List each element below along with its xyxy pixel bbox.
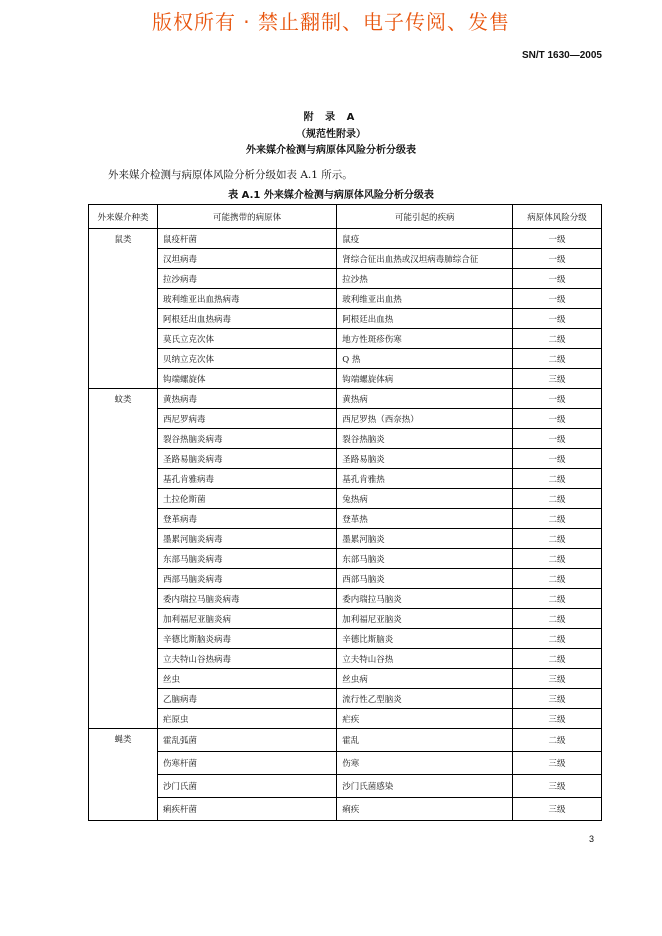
table-row: [89, 669, 602, 689]
risk-level-cell: 二级: [513, 329, 602, 349]
disease-cell: 钩端螺旋体病: [337, 369, 513, 389]
pathogen-cell: 伤寒杆菌: [157, 752, 336, 775]
table-row: [89, 729, 602, 752]
disease-cell: 立夫特山谷热: [337, 649, 513, 669]
pathogen-cell: 委内瑞拉马脑炎病毒: [157, 589, 336, 609]
disease-cell: 圣路易脑炎: [337, 449, 513, 469]
table-row: [89, 309, 602, 329]
pathogen-cell: 辛德比斯脑炎病毒: [157, 629, 336, 649]
disease-cell: 痢疾: [337, 798, 513, 821]
pathogen-cell: 鼠疫杆菌: [157, 229, 336, 249]
pathogen-cell: 西部马脑炎病毒: [157, 569, 336, 589]
risk-level-cell: 一级: [513, 409, 602, 429]
table-row: [89, 449, 602, 469]
disease-cell: Q 热: [337, 349, 513, 369]
table-row: [89, 649, 602, 669]
disease-cell: 地方性斑疹伤寒: [337, 329, 513, 349]
pathogen-cell: 墨累河脑炎病毒: [157, 529, 336, 549]
pathogen-cell: 拉沙病毒: [157, 269, 336, 289]
table-row: [89, 629, 602, 649]
risk-level-cell: 三级: [513, 369, 602, 389]
page-number: 3: [588, 834, 594, 844]
header-pathogen: 可能携带的病原体: [157, 205, 336, 229]
risk-level-cell: 二级: [513, 629, 602, 649]
standard-number: SN/T 1630—2005: [521, 50, 602, 61]
risk-level-cell: 二级: [513, 469, 602, 489]
annex-type: （规范性附录）: [296, 129, 366, 140]
disease-cell: 墨累河脑炎: [337, 529, 513, 549]
risk-level-cell: 一级: [513, 229, 602, 249]
risk-level-cell: 一级: [513, 309, 602, 329]
vector-type-cell: 鼠类: [89, 229, 158, 389]
table-row: [89, 709, 602, 729]
table-row: [89, 329, 602, 349]
pathogen-cell: 阿根廷出血热病毒: [157, 309, 336, 329]
risk-level-cell: 三级: [513, 709, 602, 729]
disease-cell: 兔热病: [337, 489, 513, 509]
disease-cell: 流行性乙型脑炎: [337, 689, 513, 709]
disease-cell: 玻利维亚出血热: [337, 289, 513, 309]
table-row: [89, 752, 602, 775]
risk-level-cell: 二级: [513, 589, 602, 609]
disease-cell: 东部马脑炎: [337, 549, 513, 569]
disease-cell: 西尼罗热（西奈热）: [337, 409, 513, 429]
table-row: [89, 289, 602, 309]
pathogen-cell: 钩端螺旋体: [157, 369, 336, 389]
disease-cell: 裂谷热脑炎: [337, 429, 513, 449]
disease-cell: 沙门氏菌感染: [337, 775, 513, 798]
risk-level-cell: 一级: [513, 269, 602, 289]
risk-level-cell: 一级: [513, 389, 602, 409]
pathogen-cell: 基孔肯雅病毒: [157, 469, 336, 489]
table-row: [89, 369, 602, 389]
table-row: [89, 509, 602, 529]
table-row: [89, 429, 602, 449]
disease-cell: 疟疾: [337, 709, 513, 729]
pathogen-cell: 黄热病毒: [157, 389, 336, 409]
risk-level-cell: 一级: [513, 429, 602, 449]
risk-level-cell: 一级: [513, 249, 602, 269]
header-disease: 可能引起的疾病: [337, 205, 513, 229]
pathogen-cell: 丝虫: [157, 669, 336, 689]
risk-classification-table: [88, 204, 602, 821]
pathogen-cell: 登革病毒: [157, 509, 336, 529]
table-row: [89, 549, 602, 569]
risk-level-cell: 二级: [513, 349, 602, 369]
pathogen-cell: 霍乱弧菌: [157, 729, 336, 752]
disease-cell: 辛德比斯脑炎: [337, 629, 513, 649]
risk-level-cell: 二级: [513, 549, 602, 569]
disease-cell: 黄热病: [337, 389, 513, 409]
pathogen-cell: 疟原虫: [157, 709, 336, 729]
pathogen-cell: 圣路易脑炎病毒: [157, 449, 336, 469]
risk-level-cell: 二级: [513, 489, 602, 509]
vector-type-cell: 蚊类: [89, 389, 158, 729]
pathogen-cell: 莫氏立克次体: [157, 329, 336, 349]
risk-level-cell: 三级: [513, 752, 602, 775]
header-vector: 外来媒介种类: [89, 205, 158, 229]
table-row: [89, 589, 602, 609]
table-title: 表 A.1 外来媒介检测与病原体风险分析分级表: [228, 190, 434, 201]
disease-cell: 伤寒: [337, 752, 513, 775]
risk-level-cell: 三级: [513, 798, 602, 821]
risk-level-cell: 二级: [513, 529, 602, 549]
disease-cell: 鼠疫: [337, 229, 513, 249]
disease-cell: 霍乱: [337, 729, 513, 752]
table-row: [89, 609, 602, 629]
disease-cell: 拉沙热: [337, 269, 513, 289]
pathogen-cell: 东部马脑炎病毒: [157, 549, 336, 569]
risk-level-cell: 二级: [513, 509, 602, 529]
risk-level-cell: 一级: [513, 289, 602, 309]
pathogen-cell: 汉坦病毒: [157, 249, 336, 269]
table-body: [89, 229, 602, 821]
disease-cell: 阿根廷出血热: [337, 309, 513, 329]
risk-level-cell: 二级: [513, 609, 602, 629]
table-row: [89, 569, 602, 589]
table-row: [89, 469, 602, 489]
table-row: [89, 349, 602, 369]
pathogen-cell: 贝纳立克次体: [157, 349, 336, 369]
disease-cell: 西部马脑炎: [337, 569, 513, 589]
disease-cell: 委内瑞拉马脑炎: [337, 589, 513, 609]
vector-type-cell: 蝇类: [89, 729, 158, 821]
risk-level-cell: 三级: [513, 775, 602, 798]
table-row: [89, 689, 602, 709]
pathogen-cell: 西尼罗病毒: [157, 409, 336, 429]
table-row: [89, 409, 602, 429]
pathogen-cell: 立夫特山谷热病毒: [157, 649, 336, 669]
disease-cell: 加利福尼亚脑炎: [337, 609, 513, 629]
risk-level-cell: 三级: [513, 669, 602, 689]
table-row: [89, 249, 602, 269]
table-row: [89, 489, 602, 509]
risk-level-cell: 一级: [513, 449, 602, 469]
pathogen-cell: 加利福尼亚脑炎病: [157, 609, 336, 629]
risk-level-cell: 二级: [513, 649, 602, 669]
disease-cell: 基孔肯雅热: [337, 469, 513, 489]
disease-cell: 肾综合征出血热或汉坦病毒肺综合征: [337, 249, 513, 269]
table-row: [89, 389, 602, 409]
intro-paragraph: 外来媒介检测与病原体风险分析分级如表 A.1 所示。: [108, 169, 353, 181]
disease-cell: 丝虫病: [337, 669, 513, 689]
disease-cell: 登革热: [337, 509, 513, 529]
pathogen-cell: 裂谷热脑炎病毒: [157, 429, 336, 449]
pathogen-cell: 土拉伦斯菌: [157, 489, 336, 509]
annex-name: 外来媒介检测与病原体风险分析分级表: [246, 145, 416, 156]
annex-title: 附 录 A: [303, 112, 359, 123]
pathogen-cell: 痢疾杆菌: [157, 798, 336, 821]
table-row: [89, 529, 602, 549]
table-row: [89, 229, 602, 249]
table-header-row: [89, 205, 602, 229]
table-row: [89, 269, 602, 289]
risk-level-cell: 二级: [513, 569, 602, 589]
risk-level-cell: 二级: [513, 729, 602, 752]
table-row: [89, 775, 602, 798]
pathogen-cell: 沙门氏菌: [157, 775, 336, 798]
table-row: [89, 798, 602, 821]
pathogen-cell: 乙脑病毒: [157, 689, 336, 709]
copyright-watermark: 版权所有 · 禁止翻制、电子传阅、发售: [151, 10, 511, 34]
risk-level-cell: 三级: [513, 689, 602, 709]
pathogen-cell: 玻利维亚出血热病毒: [157, 289, 336, 309]
header-risk: 病原体风险分级: [513, 205, 602, 229]
